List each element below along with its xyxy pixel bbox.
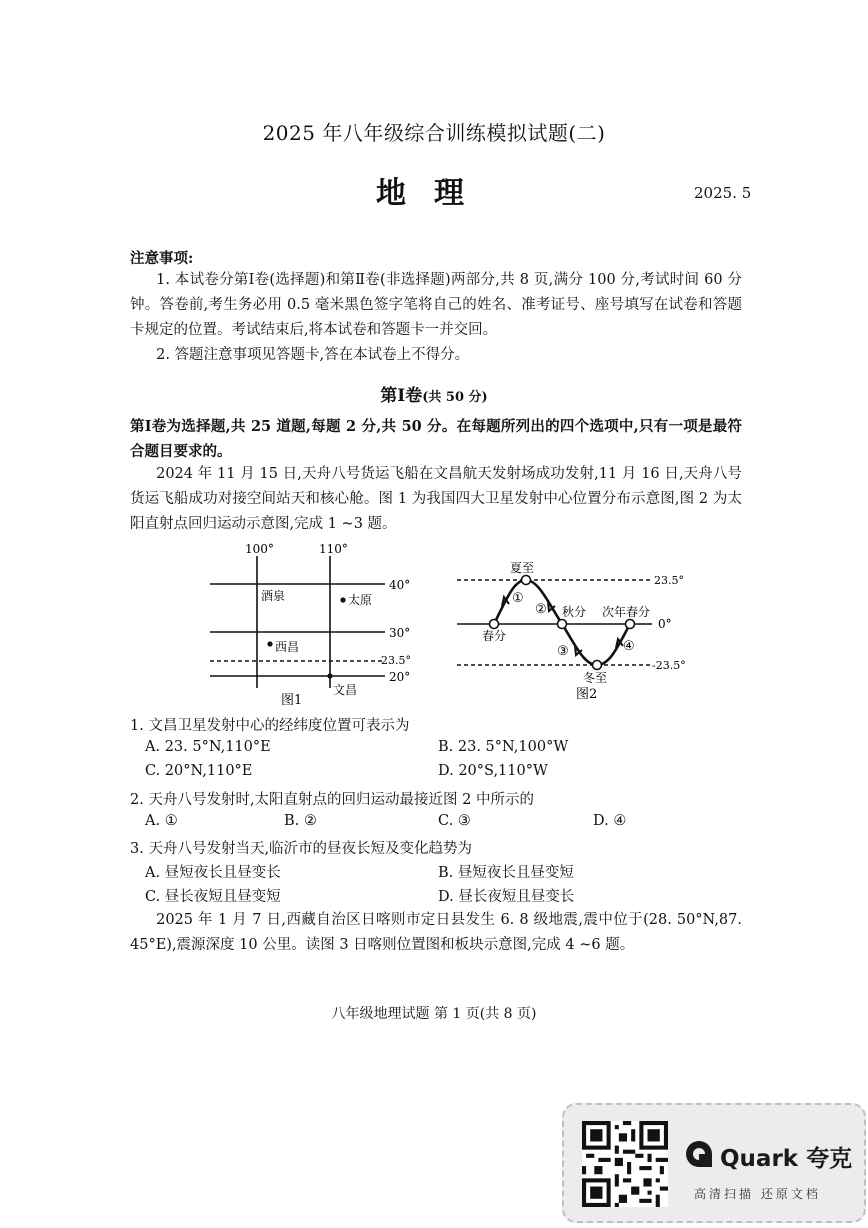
- q3-option-d: D. 昼长夜短且昼变长: [438, 889, 575, 905]
- q2-option-c: C. ③: [438, 813, 471, 829]
- lat-23-label: 23.5°: [381, 654, 411, 667]
- quark-logo: [684, 1135, 864, 1175]
- question-2-stem: 2. 天舟八号发射时,太阳直射点的回归运动最接近图 2 中所示的: [130, 792, 534, 808]
- wenchang-label: 文昌: [333, 683, 358, 697]
- subject-title: 地理: [376, 176, 492, 211]
- marker-4: ④: [623, 639, 635, 654]
- jiuquan-label: 酒泉: [261, 589, 286, 603]
- q1-option-d: D. 20°S,110°W: [438, 763, 548, 779]
- marker-3: ③: [557, 644, 569, 659]
- lat-20-label: 20°: [389, 670, 411, 684]
- page-footer: 八年级地理试题 第 1 页(共 8 页): [331, 1006, 537, 1022]
- chunfen-label: 春分: [482, 629, 507, 643]
- figure-1-caption: 图1: [281, 693, 303, 708]
- q1-option-a: A. 23. 5°N,110°E: [145, 739, 271, 755]
- q2-option-a: A. ①: [145, 813, 178, 829]
- notice-heading: 注意事项:: [130, 250, 194, 267]
- qr-code-icon: [582, 1121, 668, 1207]
- q3-option-a: A. 昼短夜长且昼变长: [145, 865, 281, 881]
- qiufen-label: 秋分: [562, 605, 587, 619]
- lon-100-label: 100°: [245, 542, 274, 556]
- south-tropic-label: -23.5°: [652, 659, 686, 672]
- figure-1-map: [205, 538, 415, 708]
- question-1-stem: 1. 文昌卫星发射中心的经纬度位置可表示为: [130, 718, 410, 734]
- notice-item-1: 1. 本试卷分第Ⅰ卷(选择题)和第Ⅱ卷(非选择题)两部分,共 8 页,满分 100 分,考试时间 60 分钟。答卷前,考生务必用 0.5 毫米黑色签字笔将自己的姓名、准考证号、座号填写在试卷和答题卡规定的位置。考试结束后,将本试卷和答题卡一并交回。: [130, 272, 742, 338]
- section-score: (共 50 分): [422, 390, 488, 405]
- q2-option-d: D. ④: [593, 813, 627, 829]
- passage-1: 2024 年 11 月 15 日,天舟八号货运飞船在文昌航天发射场成功发射,11 月 16 日,天舟八号货运飞船成功对接空间站天和核心舱。图 1 为我国四大卫星发射中心位置分布示意图,图 2 为太阳直射点回归运动示意图,完成 1 ~3 题。: [130, 466, 742, 532]
- taiyuan-label: 太原: [348, 593, 373, 607]
- equator-label: 0°: [658, 617, 672, 631]
- cinian-chunfen-label: 次年春分: [602, 605, 651, 619]
- question-3-stem: 3. 天舟八号发射当天,临沂市的昼夜长短及变化趋势为: [130, 841, 473, 857]
- quark-watermark: [562, 1103, 866, 1223]
- q3-option-c: C. 昼长夜短且昼变短: [145, 889, 281, 905]
- north-tropic-label: 23.5°: [654, 574, 684, 587]
- passage-2: 2025 年 1 月 7 日,西藏自治区日喀则市定日县发生 6. 8 级地震,震中位于(28. 50°N,87. 45°E),震源深度 10 公里。读图 3 日喀则位置图和板块示意图,完成 4 ~6 题。: [130, 912, 742, 953]
- section-name: 第Ⅰ卷: [380, 386, 423, 406]
- quark-logo-icon: [684, 1139, 714, 1169]
- quark-brand: Quark 夸克: [720, 1146, 853, 1172]
- q1-option-b: B. 23. 5°N,100°W: [438, 739, 569, 755]
- figure-2-caption: 图2: [576, 687, 598, 702]
- xichang-label: 西昌: [275, 640, 300, 654]
- quark-tagline: 高清扫描 还原文档: [694, 1187, 821, 1201]
- exam-title: 2025 年八年级综合训练模拟试题(二): [262, 121, 606, 145]
- xiazhi-label: 夏至: [510, 561, 535, 575]
- marker-2: ②: [535, 602, 547, 617]
- lat-30-label: 30°: [389, 626, 411, 640]
- notice-item-2: 2. 答题注意事项见答题卡,答在本试卷上不得分。: [156, 347, 470, 363]
- q2-option-b: B. ②: [284, 813, 317, 829]
- section-heading: [0, 381, 868, 406]
- marker-1: ①: [512, 591, 524, 606]
- figure-2-diagram: [452, 558, 692, 706]
- exam-date: 2025. 5: [694, 184, 752, 202]
- section-instruction: 第Ⅰ卷为选择题,共 25 道题,每题 2 分,共 50 分。在每题所列出的四个选项中,只有一项是最符合题目要求的。: [130, 418, 742, 460]
- q1-option-c: C. 20°N,110°E: [145, 763, 253, 779]
- dongzhi-label: 冬至: [583, 671, 608, 685]
- lat-40-label: 40°: [389, 578, 411, 592]
- q3-option-b: B. 昼短夜长且昼变短: [438, 865, 574, 881]
- lon-110-label: 110°: [319, 542, 348, 556]
